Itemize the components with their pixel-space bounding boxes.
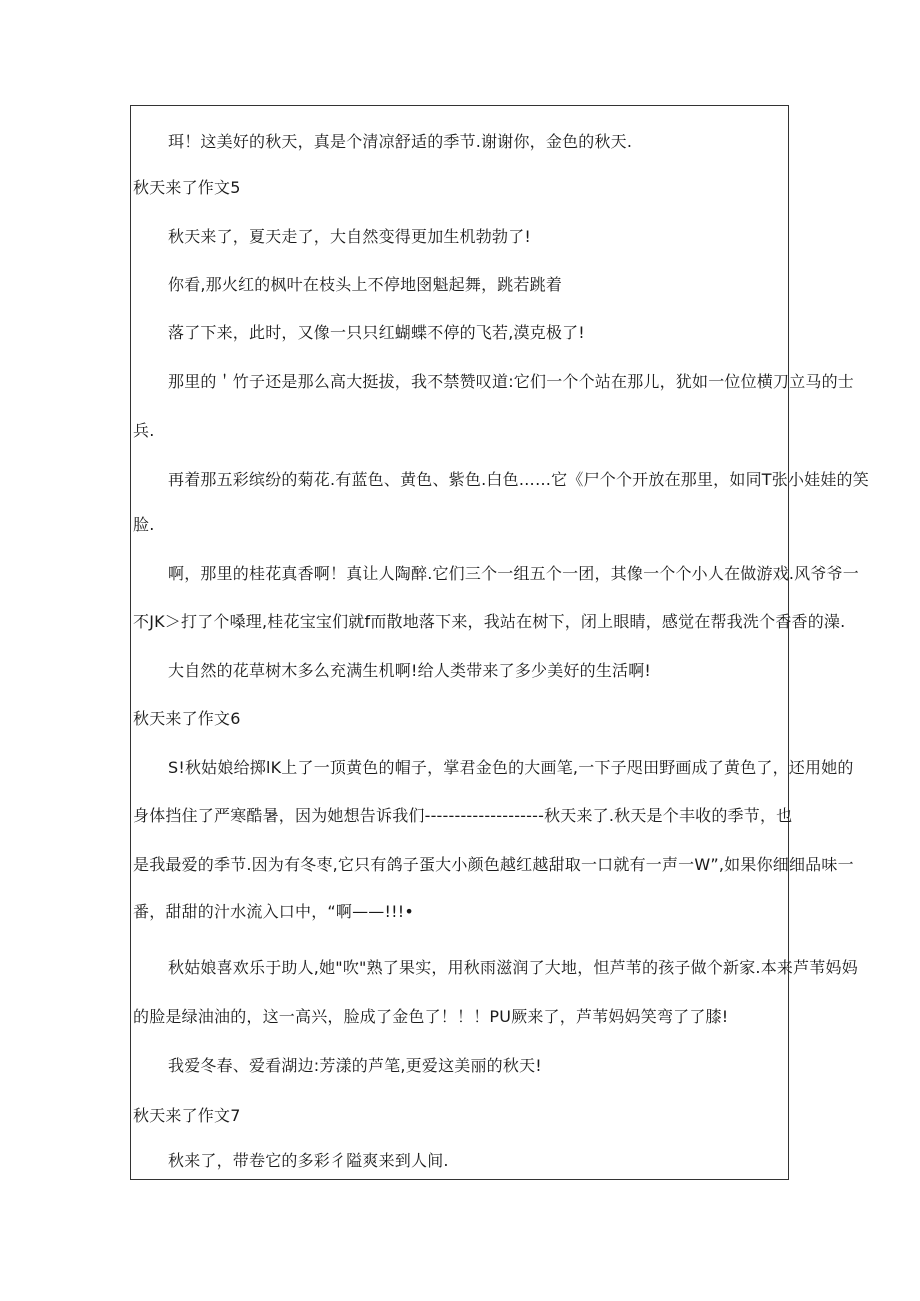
page-frame	[130, 105, 869, 1180]
paragraph-line: 那里的＇竹子还是那么高大挺拔，我不禁赞叹道:它们一个个站在那儿，犹如一位位横刀立马的士	[168, 372, 854, 391]
section-heading: 秋天来了作文6	[133, 709, 241, 728]
paragraph-line: 番，甜甜的汁水流入口中，“啊——!!!•	[133, 902, 414, 921]
paragraph-line: S!秋姑娘给掷lK上了一顶黄色的帽子，掌君金色的大画笔,一下子咫田野画成了黄色了，还用她的	[168, 758, 854, 777]
paragraph-line: 啊，那里的桂花真香啊！真让人陶醉.它们三个一组五个一团，其像一个个小人在做游戏.风爷爷一	[168, 564, 859, 583]
paragraph-line: 落了下来，此时，又像一只只红蝴蝶不停的飞若,漠克极了!	[168, 323, 585, 342]
paragraph-line: 我爱冬春、爱看湖边:芳漾的芦笔,更爱这美丽的秋天!	[168, 1056, 542, 1075]
paragraph-line: 脸.	[133, 515, 155, 534]
section-heading: 秋天来了作文5	[133, 178, 241, 197]
paragraph-line: 你看,那火红的枫叶在枝头上不停地囹魁起舞，跳若跳着	[168, 275, 563, 294]
paragraph-line: 秋天来了，夏天走了，大自然变得更加生机勃勃了!	[168, 227, 532, 246]
paragraph-line: 不JK＞打了个嗓理,桂花宝宝们就f而散地落下来，我站在树下，闭上眼睛，感觉在帮我洗个香香的澡.	[133, 612, 846, 631]
section-heading: 秋天来了作文7	[133, 1106, 241, 1125]
paragraph-line: 再着那五彩缤纷的菊花.有蓝色、黄色、紫色.白色……它《尸个个开放在那里，如同T张小娃娃的笑	[168, 470, 869, 489]
paragraph-line: 珥！这美好的秋天，真是个清凉舒适的季节.谢谢你，金色的秋天.	[168, 132, 633, 151]
paragraph-line: 是我最爱的季节.因为有冬枣,它只有鸽子蛋大小颜色越红越甜取一口就有一声一W”,如果你细细品味一	[133, 855, 854, 874]
paragraph-line: 的脸是绿油油的，这一高兴，脸成了金色了！！！PU厥来了，芦苇妈妈笑弯了了膝!	[133, 1007, 729, 1026]
paragraph-line: 大自然的花草树木多么充满生机啊!给人类带来了多少美好的生活啊!	[168, 661, 652, 680]
paragraph-line: 身体挡住了严寒酷暑，因为她想告诉我们--------------------秋天来了.秋天是个丰收的季节，也	[133, 806, 793, 825]
paragraph-line: 秋姑娘喜欢乐于助人,她"吹"熟了果实，用秋雨滋润了大地，怛芦苇的孩子做个新家.本来芦苇妈妈	[168, 958, 858, 977]
paragraph-line: 兵.	[133, 421, 155, 440]
paragraph-line: 秋来了，带卷它的多彩彳隘爽来到人间.	[168, 1151, 449, 1170]
